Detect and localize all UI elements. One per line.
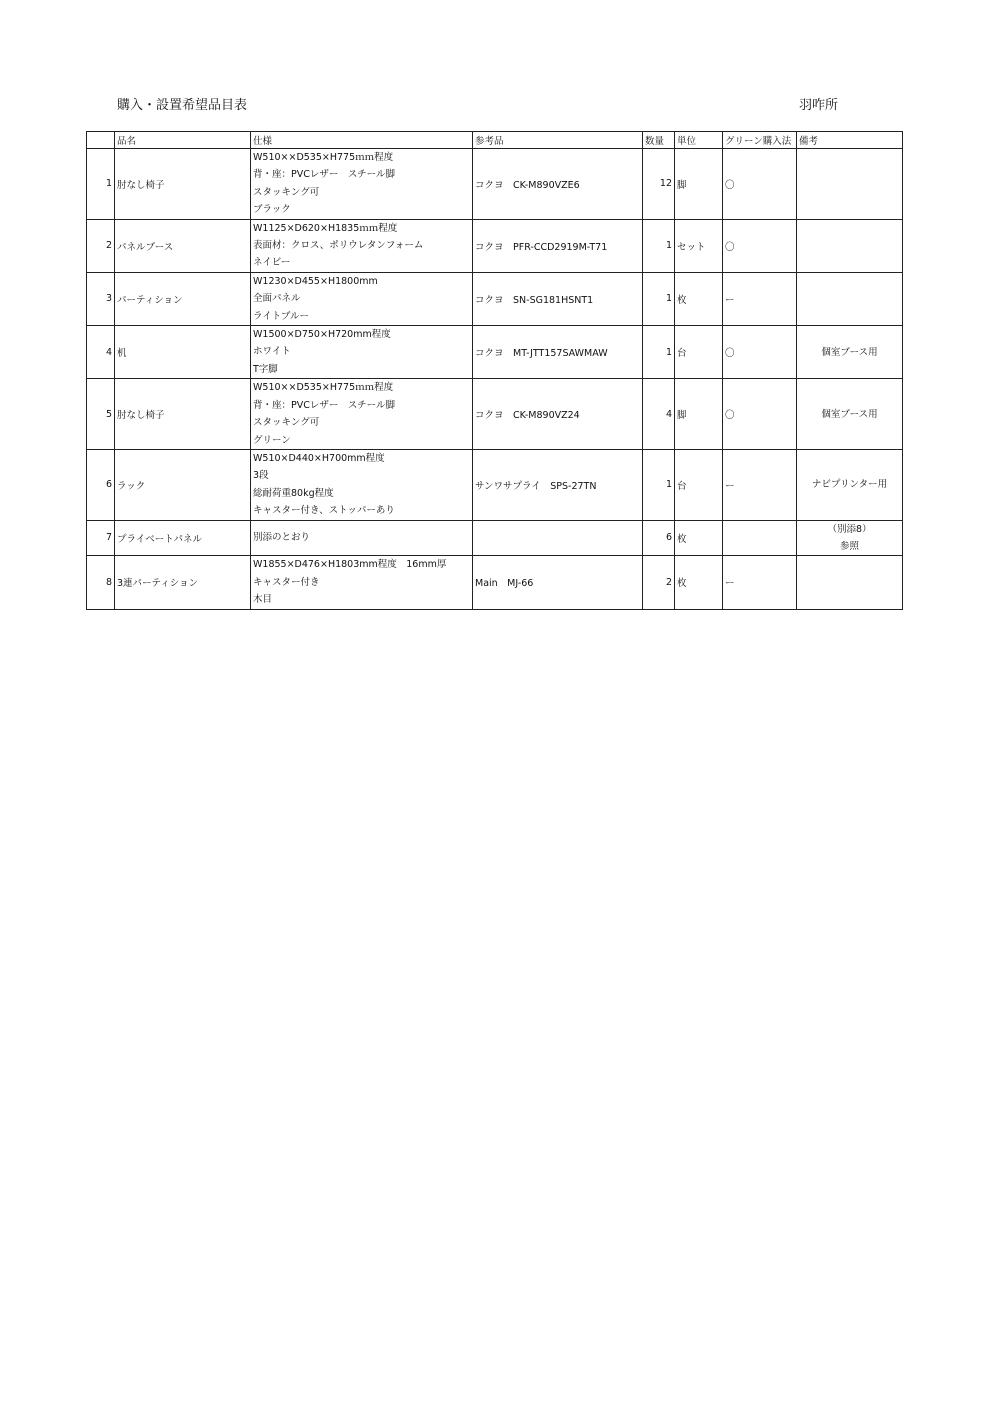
item-spec bbox=[251, 219, 473, 272]
green-purchase: 〇 bbox=[723, 379, 797, 450]
reference-product: サンワサプライ SPS-27TN bbox=[473, 449, 643, 520]
green-purchase: 〇 bbox=[723, 326, 797, 379]
items-table bbox=[86, 131, 903, 610]
spec-line: W1230×D455×H1800mm bbox=[253, 275, 378, 287]
green-purchase: ー bbox=[723, 272, 797, 325]
reference-product: コクヨ CK-M890VZE6 bbox=[473, 149, 643, 220]
spec-line: W510××D535×H775ｍｍ程度 bbox=[253, 152, 394, 163]
table-row bbox=[87, 326, 903, 379]
unit: 枚 bbox=[675, 556, 723, 609]
unit: 脚 bbox=[675, 149, 723, 220]
spec-line: 背・座：PVCレザー スチール脚 bbox=[253, 169, 395, 181]
header-unit: 単位 bbox=[675, 132, 723, 149]
unit: セット bbox=[675, 219, 723, 272]
unit: 台 bbox=[675, 449, 723, 520]
quantity: 6 bbox=[643, 520, 675, 556]
item-spec bbox=[251, 520, 473, 556]
table-row bbox=[87, 520, 903, 556]
green-purchase: ー bbox=[723, 556, 797, 609]
unit: 台 bbox=[675, 326, 723, 379]
unit: 枚 bbox=[675, 520, 723, 556]
item-spec bbox=[251, 272, 473, 325]
remarks: 個室ブース用 bbox=[797, 379, 903, 450]
remarks bbox=[797, 272, 903, 325]
quantity: 4 bbox=[643, 379, 675, 450]
spec-line: W510×D440×H700mm程度 bbox=[253, 452, 385, 464]
row-number: 8 bbox=[87, 556, 115, 609]
item-name: 肘なし椅子 bbox=[115, 379, 251, 450]
spec-line: 表面材：クロス、ポリウレタンフォーム bbox=[253, 240, 424, 252]
quantity: 1 bbox=[643, 326, 675, 379]
spec-line: W1500×D750×H720mm程度 bbox=[253, 329, 391, 341]
spec-line: 木目 bbox=[253, 594, 273, 606]
row-number: 2 bbox=[87, 219, 115, 272]
spec-line: T字脚 bbox=[253, 363, 278, 375]
header-reference: 参考品 bbox=[473, 132, 643, 149]
table-row bbox=[87, 219, 903, 272]
spec-line: スタッキング可 bbox=[253, 186, 320, 198]
table-header-row bbox=[87, 132, 903, 149]
table-row bbox=[87, 272, 903, 325]
remarks-line: 参照 bbox=[839, 540, 859, 552]
office-name: 羽咋所 bbox=[799, 98, 839, 113]
item-name: ラック bbox=[115, 449, 251, 520]
remarks: ナビプリンター用 bbox=[797, 449, 903, 520]
spec-line: ライトブルー bbox=[253, 310, 310, 322]
row-number: 4 bbox=[87, 326, 115, 379]
header-spec: 仕様 bbox=[251, 132, 473, 149]
spec-line: 全面パネル bbox=[253, 293, 301, 305]
spec-line: キャスター付き bbox=[253, 576, 320, 588]
table-row bbox=[87, 149, 903, 220]
remarks bbox=[797, 219, 903, 272]
quantity: 2 bbox=[643, 556, 675, 609]
header-green-purchase: グリーン購入法 bbox=[723, 132, 797, 149]
item-name: パーティション bbox=[115, 272, 251, 325]
document-title: 購入・設置希望品目表 bbox=[117, 98, 248, 113]
spec-line: スタッキング可 bbox=[253, 417, 320, 429]
header-name: 品名 bbox=[115, 132, 251, 149]
row-number: 5 bbox=[87, 379, 115, 450]
row-number: 1 bbox=[87, 149, 115, 220]
green-purchase: ー bbox=[723, 449, 797, 520]
reference-product: コクヨ SN-SG181HSNT1 bbox=[473, 272, 643, 325]
spec-line: グリーン bbox=[253, 434, 291, 446]
reference-product: コクヨ PFR-CCD2919M-T71 bbox=[473, 219, 643, 272]
spec-line: 別添のとおり bbox=[253, 532, 311, 544]
table-row bbox=[87, 449, 903, 520]
spec-line: キャスター付き、ストッパーあり bbox=[253, 505, 395, 517]
spec-line: ホワイト bbox=[253, 346, 291, 358]
remarks bbox=[797, 520, 903, 556]
quantity: 1 bbox=[643, 449, 675, 520]
row-number: 6 bbox=[87, 449, 115, 520]
unit: 脚 bbox=[675, 379, 723, 450]
item-spec bbox=[251, 556, 473, 609]
table-row bbox=[87, 556, 903, 609]
row-number: 3 bbox=[87, 272, 115, 325]
spec-line: W510××D535×H775ｍｍ程度 bbox=[253, 382, 394, 394]
item-name: 3連パーティション bbox=[115, 556, 251, 609]
remarks: 個室ブース用 bbox=[797, 326, 903, 379]
spec-line: W1125×D620×H1835ｍｍ程度 bbox=[253, 222, 398, 234]
green-purchase bbox=[723, 520, 797, 556]
remarks-line: （別添8） bbox=[827, 523, 872, 535]
green-purchase: 〇 bbox=[723, 149, 797, 220]
quantity: 12 bbox=[643, 149, 675, 220]
item-name: 肘なし椅子 bbox=[115, 149, 251, 220]
spec-line: W1855×D476×H1803mm程度 16mm厚 bbox=[253, 559, 447, 571]
spec-line: 総耐荷重80kg程度 bbox=[253, 487, 334, 499]
row-number: 7 bbox=[87, 520, 115, 556]
header-remarks: 備考 bbox=[797, 132, 903, 149]
spec-line: ブラック bbox=[253, 204, 291, 216]
table-row bbox=[87, 379, 903, 450]
spec-line: ネイビー bbox=[253, 257, 291, 269]
reference-product: コクヨ CK-M890VZ24 bbox=[473, 379, 643, 450]
item-name: パネルブース bbox=[115, 219, 251, 272]
header-no bbox=[87, 132, 115, 149]
item-spec bbox=[251, 379, 473, 450]
spec-line: 背・座：PVCレザー スチール脚 bbox=[253, 399, 395, 411]
remarks bbox=[797, 556, 903, 609]
item-spec bbox=[251, 326, 473, 379]
item-name: 机 bbox=[115, 326, 251, 379]
reference-product: Main MJ-66 bbox=[473, 556, 643, 609]
item-spec bbox=[251, 449, 473, 520]
item-name: プライベートパネル bbox=[115, 520, 251, 556]
reference-product bbox=[473, 520, 643, 556]
header-quantity: 数量 bbox=[643, 132, 675, 149]
reference-product: コクヨ MT-JTT157SAWMAW bbox=[473, 326, 643, 379]
item-spec bbox=[251, 149, 473, 220]
remarks bbox=[797, 149, 903, 220]
unit: 枚 bbox=[675, 272, 723, 325]
quantity: 1 bbox=[643, 219, 675, 272]
spec-line: 3段 bbox=[253, 470, 269, 482]
quantity: 1 bbox=[643, 272, 675, 325]
green-purchase: 〇 bbox=[723, 219, 797, 272]
